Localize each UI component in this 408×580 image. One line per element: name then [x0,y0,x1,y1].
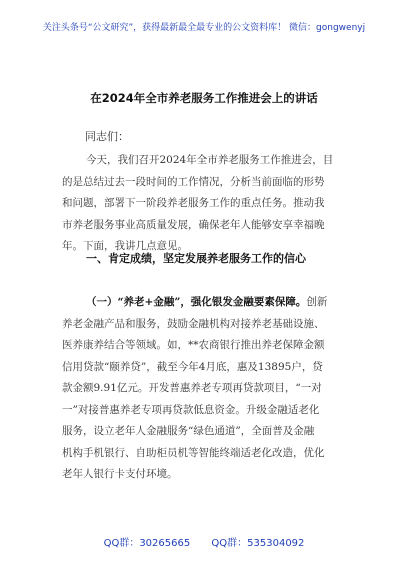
intro-line: 和问题，部署下一阶段养老服务工作的重点任务。推动我 [62,197,325,209]
subsection-line: 创新 [306,296,328,308]
section-heading: 一、肯定成绩，坚定发展养老服务工作的信心 [86,252,306,265]
intro-line: 市养老服务事业高质量发展，确保老年人能够安享幸福晚 [62,218,325,231]
subsection-line: 医养康养结合等领域。如，**农商银行推出养老保障金额 [62,339,325,351]
qq-group-2: QQ群：535304092 [211,538,305,549]
subsection-line: 服务，设立老年人金融服务“绿色通道”，全面普及金融 [62,425,315,437]
subsection-line: 养老金融产品和服务，鼓励金融机构对接养老基础设施、 [62,317,325,330]
subsection-first-line [62,292,350,314]
subsection-line: 机构手机银行、自助柜员机等智能终端适老化改造，优化 [62,446,325,459]
subsection-heading: （一）“养老+金融”，强化银发金融要素保障。 [86,296,307,308]
subsection-line: 款金额9.91亿元。开发普惠养老专项再贷款项目，“一对 [62,382,322,394]
intro-line: 今天，我们召开2024年全市养老服务工作推进会，目 [86,154,334,166]
subsection-paragraph [62,292,350,486]
subsection-line: 一”对接普惠养老专项再贷款低息资金。升级金融适老化 [62,403,320,416]
intro-line: 的是总结过去一段时间的工作情况，分析当前面临的形势 [62,175,325,188]
qq-group-1: QQ群：30265665 [103,538,191,549]
document-title: 在2024年全市养老服务工作推进会上的讲话 [90,91,318,105]
footer-contact [0,534,408,549]
subsection-line: 老年人银行卡支付环境。 [62,468,178,480]
greeting: 同志们： [85,130,129,143]
intro-paragraph [62,150,350,258]
intro-line: 年。下面，我讲几点意见。 [62,240,188,252]
subsection-line: 信用贷款“颐养贷”，截至今年4月底，惠及13895户，贷 [62,360,323,373]
header-banner: 关注头条号“公文研究”，获得最新最全最专业的公文资料库！ 微信：gongwenyj [42,23,366,33]
